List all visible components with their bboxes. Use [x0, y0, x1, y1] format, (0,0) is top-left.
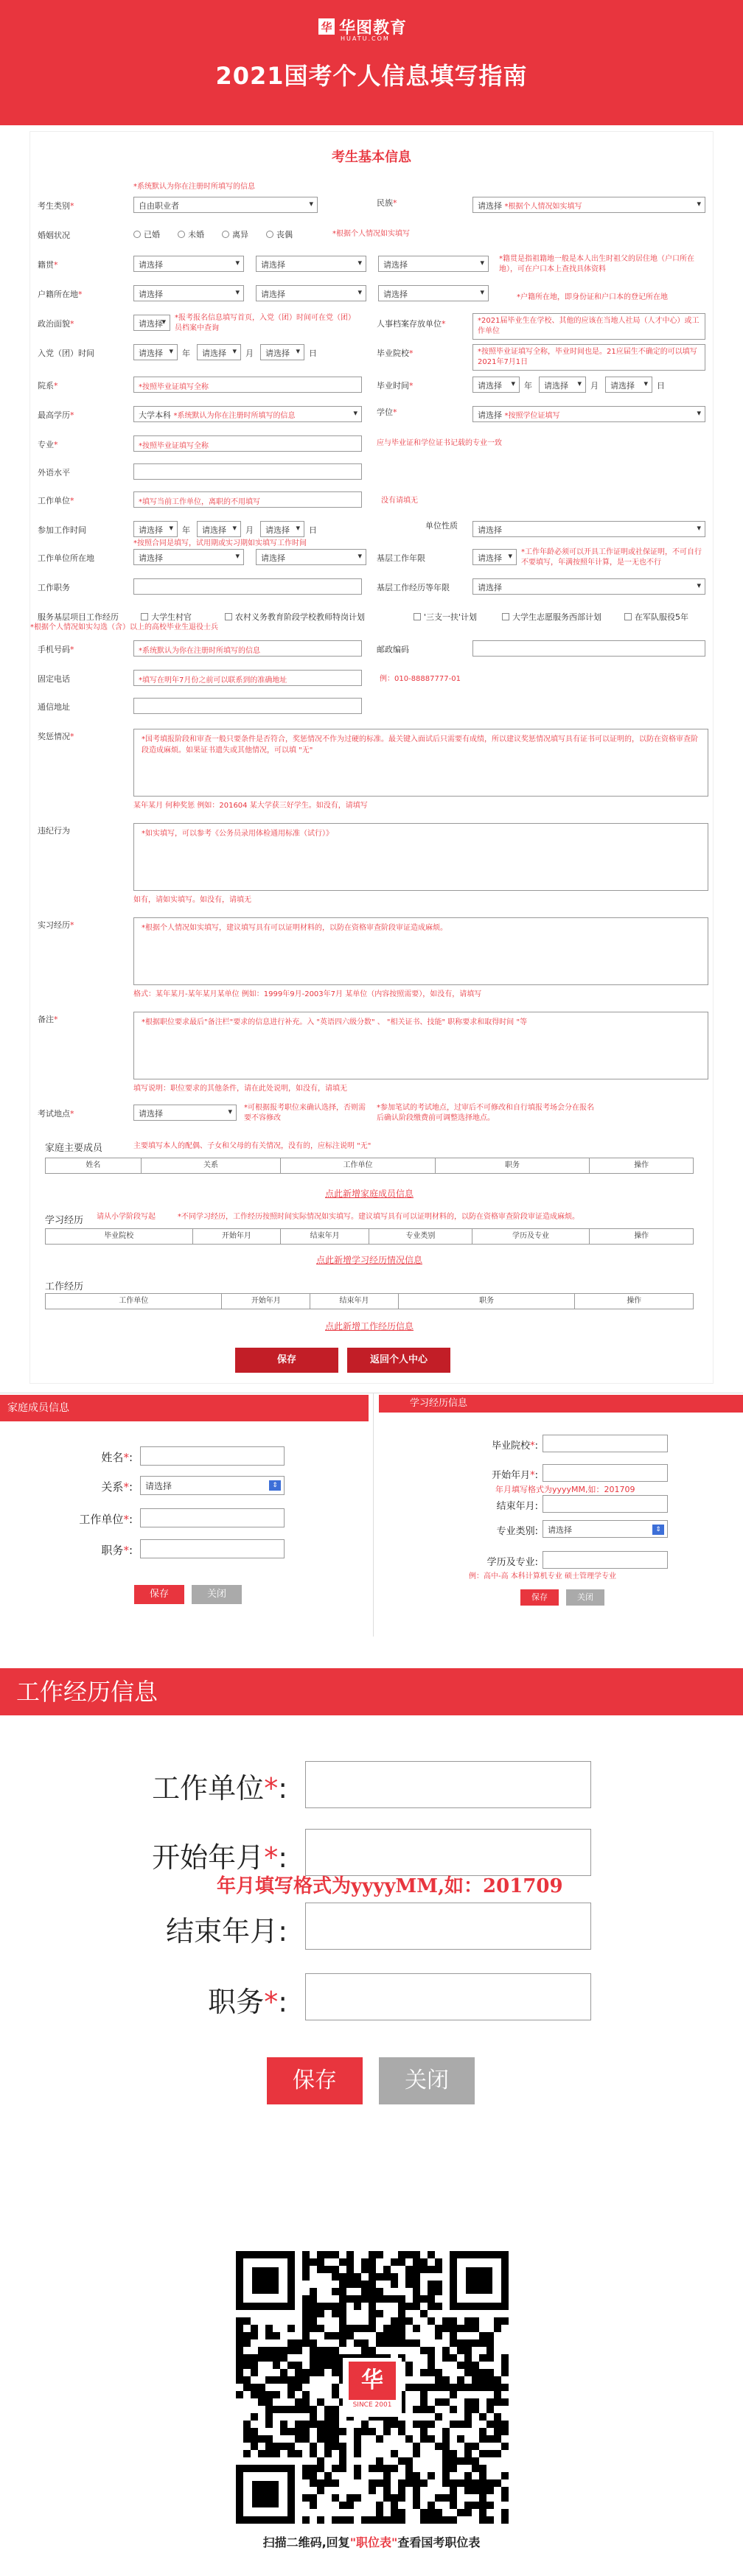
violations-textarea[interactable]: *如实填写，可以参考《公务员录用体检通用标准（试行）》	[133, 823, 708, 891]
start-format-note: 年月填写格式为yyyyMM,如：201709	[495, 1485, 635, 1494]
unit-month: 月	[245, 525, 254, 535]
select-value: 请选择	[548, 1525, 572, 1535]
political-select[interactable]: 请选择 ▾	[133, 315, 170, 331]
label-position: 工作职务	[38, 583, 70, 592]
school-input[interactable]	[543, 1435, 668, 1452]
ethnicity-select[interactable]	[472, 197, 705, 213]
add-study-link[interactable]: 点此新增学习经历情况信息	[315, 1255, 422, 1265]
grad-month-select[interactable]: 请选择 ▾	[539, 377, 586, 393]
work-month-select[interactable]: 请选择 ▾	[197, 521, 241, 537]
brand-logo	[318, 15, 425, 42]
label-text: 奖惩情况	[38, 732, 70, 741]
grad-year-select[interactable]: 请选择 ▾	[472, 377, 520, 393]
label-grassroots-years: 基层工作年限	[377, 553, 425, 563]
violations-note: 如有，请如实填写。如没有，请填无	[133, 896, 251, 904]
add-work-link[interactable]: 点此新增工作经历信息	[324, 1321, 414, 1331]
qr-caption-b: "职位表"	[349, 2535, 398, 2549]
label-text: 政治面貌	[38, 319, 70, 329]
work-year-select[interactable]: 请选择 ▾	[133, 521, 178, 537]
label-text: 民族	[377, 198, 393, 208]
label-postcode: 邮政编码	[377, 645, 409, 654]
label-remarks: 备注*	[38, 1015, 58, 1024]
label-unit: 工作单位*:	[79, 1513, 133, 1526]
education-note: *系统默认为你在注册时所填写的信息	[173, 412, 296, 420]
form-card	[29, 131, 714, 1384]
school-input[interactable]: *按照毕业证填写全称，毕业时间也是。21应届生不确定的可以填写2021年7月1日	[472, 344, 705, 371]
grassroots-note: *工作年龄必须可以开具工作证明或社保证明，不可自行不要填写，年满按照年计算，是一无也不行	[521, 548, 702, 567]
label-work-location: 工作单位所在地	[38, 553, 94, 563]
required-star: *	[264, 1772, 279, 1805]
checkbox-label: 在军队服役5年	[635, 612, 688, 622]
party-month-select[interactable]: 请选择 ▾	[197, 344, 241, 360]
check-village-official[interactable]	[141, 611, 192, 623]
work-close-button[interactable]: 关闭	[379, 2057, 475, 2104]
label-work: 工作经历	[45, 1281, 84, 1292]
label-text: 工作单位	[38, 496, 70, 505]
label-text: 人事档案存放单位	[377, 319, 442, 329]
study-note: 请从小学阶段写起	[97, 1213, 156, 1221]
label-archive: 人事档案存放单位*	[377, 319, 446, 329]
label-text: 考生类别	[38, 201, 70, 211]
name-input[interactable]	[140, 1446, 285, 1466]
back-to-center-button[interactable]: 返回个人中心	[347, 1348, 450, 1373]
label-text: 学历及专业	[486, 1557, 535, 1568]
party-year-select[interactable]: 请选择 ▾	[133, 344, 178, 360]
remarks-textarea[interactable]: *根据职位要求最后"备注栏"要求的信息进行补充。入 "英语四六级分数" 、 "相关证书、技能" 职称要求和取得时间 "等	[133, 1012, 708, 1079]
remarks-note: 填写说明：职位要求的其他条件，请在此处说明，如没有，请填无	[133, 1085, 347, 1093]
service-note: *根据个人情况如实勾选（含）以上的高校毕业生退役士兵	[30, 623, 218, 631]
label-text: 毕业时间	[377, 381, 409, 391]
label-department: 院系*	[38, 381, 58, 391]
end-input[interactable]	[543, 1495, 668, 1513]
work-start-input[interactable]	[305, 1829, 591, 1876]
unit-day: 日	[309, 525, 317, 535]
col-header: 工作单位	[46, 1294, 222, 1309]
logo-text: 华图教育	[339, 18, 408, 38]
label-name: 姓名*:	[101, 1451, 133, 1464]
radio-widowed[interactable]	[266, 228, 293, 240]
department-input[interactable]: *按照毕业证填写全称	[133, 377, 362, 393]
mobile-input[interactable]: *系统默认为你在注册时所填写的信息	[133, 640, 362, 657]
label-text: 专业	[38, 440, 54, 449]
household-city-select[interactable]: 请选择 ▾	[256, 285, 366, 301]
qr-logo-mark: 华	[361, 2367, 383, 2393]
study-table-header	[45, 1228, 694, 1245]
label-degree: 学位*	[377, 407, 397, 417]
unit-month: 月	[245, 349, 254, 358]
work-job-input[interactable]	[305, 1973, 591, 2020]
relation-select[interactable]	[140, 1476, 285, 1495]
divider	[373, 1393, 374, 1637]
family-popup-title: 家庭成员信息	[0, 1395, 369, 1421]
study-close-button[interactable]: 关闭	[566, 1589, 604, 1606]
employer-note: 没有请填无	[381, 497, 418, 505]
label-text: 工作单位	[79, 1513, 124, 1526]
label-grassroots-exp: 基层工作经历等年限	[377, 583, 450, 592]
landline-note: 例：010-88887777-01	[380, 675, 461, 683]
label-text: 院系	[38, 381, 54, 391]
label-text: 结束年月	[166, 1915, 279, 1947]
col-header: 开始年月	[222, 1294, 310, 1309]
select-arrow-icon: ⇕	[652, 1525, 664, 1535]
candidate-type-select[interactable]: 自由职业者 ▾	[133, 197, 318, 213]
unit-input[interactable]	[140, 1508, 285, 1527]
ethnicity-note: *根据个人情况如实填写	[504, 203, 582, 211]
label-awards: 奖惩情况*	[38, 732, 74, 741]
label-text: 手机号码	[38, 645, 70, 654]
unit-day: 日	[657, 381, 665, 391]
household-note: *户籍所在地，即身份证和户口本的登记所在地	[517, 293, 668, 301]
add-family-link[interactable]: 点此新增家庭成员信息	[324, 1189, 414, 1199]
degree-input[interactable]	[543, 1551, 668, 1569]
radio-label: 离异	[232, 230, 248, 239]
section-title: 考生基本信息	[332, 150, 411, 165]
qr-caption	[0, 2533, 743, 2550]
internship-note: 格式：某年某月-某年某月某单位 例如：1999年9月-2003年7月 某单位（内容按照需要），如没有，请填写	[133, 990, 482, 998]
top-note: *系统默认为你在注册时所填写的信息	[133, 183, 255, 191]
native-city-select[interactable]: 请选择 ▾	[256, 256, 366, 272]
label-service-project: 服务基层项目工作经历	[38, 612, 119, 622]
archive-input[interactable]: *2021届毕业生在学校、其他的应该在当地人社局（人才中心）或工作单位	[472, 313, 705, 340]
political-note: *报考报名信息填写首页，入党（团）时间可在党（团）员档案中查询	[175, 314, 355, 332]
unit-year: 年	[182, 525, 190, 535]
label-employer: 工作单位*	[38, 496, 74, 505]
label-work-start: 参加工作时间	[38, 525, 86, 535]
family-save-button[interactable]: 保存	[134, 1585, 184, 1604]
radio-divorced[interactable]	[222, 228, 248, 240]
position-input[interactable]	[133, 578, 362, 595]
household-province-select[interactable]: 请选择 ▾	[133, 285, 244, 301]
radio-label: 丧偶	[276, 230, 293, 239]
unit-nature-select[interactable]: 请选择 ▾	[472, 521, 705, 537]
language-input[interactable]	[133, 463, 362, 480]
grassroots-years-select[interactable]: 请选择 ▾	[472, 549, 517, 565]
label-text: 职务	[208, 1986, 265, 2018]
work-city-select[interactable]: 请选择 ▾	[256, 549, 366, 565]
family-close-button[interactable]: 关闭	[192, 1585, 242, 1604]
logo-subtext: HUATU.COM	[341, 35, 390, 42]
study-popup-title: 学习经历信息	[379, 1395, 743, 1413]
label-end: 结束年月:	[496, 1501, 538, 1512]
work-date-note: *按照合同是填写，试用期或实习期如实填写工作时间	[133, 539, 307, 547]
label-candidate-type: 考生类别*	[38, 201, 74, 211]
family-table-header	[45, 1158, 694, 1174]
radio-label: 已婚	[144, 230, 160, 239]
col-header: 职务	[399, 1294, 575, 1309]
qr-code	[236, 2251, 509, 2524]
label-major: 专业*	[38, 440, 58, 449]
label-start: 开始年月*:	[492, 1470, 538, 1481]
select-arrow-icon: ⇕	[269, 1480, 281, 1491]
label-native-place: 籍贯*	[38, 260, 58, 270]
exam-site-note-2: *参加笔试的考试地点，过审后不可修改和自行填报考场会分在报名后确认阶段缴费前可调整选择地点。	[377, 1104, 594, 1122]
hero-banner	[0, 0, 743, 125]
label-school: 毕业院校*	[377, 349, 414, 358]
label-text: 职务	[101, 1544, 124, 1557]
label-relation: 关系*:	[101, 1480, 133, 1494]
unit-year: 年	[524, 381, 532, 391]
popup-row	[0, 1393, 743, 1636]
label-marital: 婚姻状况	[38, 231, 70, 240]
label-household: 户籍所在地*	[38, 290, 83, 299]
col-header: 职务	[436, 1158, 590, 1173]
postcode-input[interactable]	[472, 640, 705, 657]
col-header: 学历及专业	[472, 1229, 590, 1244]
family-note: 主要填写本人的配偶、子女和父母的有关情况，没有的，应标注说明 "无"	[133, 1142, 372, 1150]
col-header: 专业类别	[369, 1229, 472, 1244]
awards-note: 某年某月 何种奖惩 例如：201604 某大学获三好学生。如没有，请填写	[133, 802, 368, 810]
work-unit-input[interactable]	[305, 1761, 591, 1808]
label-landline: 固定电话	[38, 674, 70, 684]
check-three-supports[interactable]	[414, 611, 477, 623]
label-ethnicity: 民族*	[377, 198, 397, 208]
page-title: 2021国考个人信息填写指南	[215, 62, 528, 90]
label-work-job: 职务*:	[208, 1986, 287, 2018]
exam-site-note: *可根据报考职位来确认选择，否则需要不容修改	[244, 1104, 366, 1122]
unit-month: 月	[590, 381, 599, 391]
qr-caption-a: 扫描二维码,回复	[262, 2535, 350, 2549]
address-input[interactable]	[133, 698, 362, 714]
label-family: 家庭主要成员	[45, 1143, 103, 1154]
label-address: 通信地址	[38, 702, 70, 712]
unit-year: 年	[182, 349, 190, 358]
required-star: *	[264, 1986, 279, 2018]
label-language: 外语水平	[38, 468, 70, 477]
select-value: 请选择	[145, 1481, 172, 1491]
work-format-note: 年月填写格式为yyyyMM,如：201709	[217, 1875, 563, 1897]
landline-input[interactable]: *填写在明年7月份之前可以联系到的准确地址	[133, 670, 362, 686]
col-header: 结束年月	[310, 1294, 399, 1309]
unit-day: 日	[309, 349, 317, 358]
label-text: 专业类别	[496, 1526, 535, 1537]
label-grad-date: 毕业时间*	[377, 381, 414, 391]
label-major: 专业类别:	[496, 1526, 538, 1537]
qr-since: SINCE 2001	[352, 2401, 392, 2409]
internship-textarea[interactable]: *根据个人情况如实填写，建议填写具有可以证明材料的，以防在资格审查阶段审证造成麻烦。	[133, 917, 708, 985]
check-teacher-plan[interactable]	[225, 611, 365, 623]
work-end-input[interactable]	[305, 1903, 591, 1950]
start-input[interactable]	[543, 1464, 668, 1482]
party-day-select[interactable]: 请选择 ▾	[260, 344, 304, 360]
col-header: 操作	[634, 1161, 649, 1169]
label-text: 毕业院校	[377, 349, 409, 358]
major-input[interactable]: *按照毕业证填写全称	[133, 435, 362, 452]
select-value: 请选择	[478, 410, 502, 420]
job-input[interactable]	[140, 1539, 285, 1558]
grassroots-exp-select[interactable]: 请选择 ▾	[472, 578, 705, 595]
major-select[interactable]	[543, 1520, 668, 1538]
label-work-unit: 工作单位*:	[152, 1772, 287, 1805]
label-text: 工作单位	[152, 1772, 265, 1805]
col-header: 结束年月	[281, 1229, 369, 1244]
label-text: 考试地点	[38, 1109, 70, 1119]
label-unit-nature: 单位性质	[425, 521, 458, 531]
degree-select[interactable]	[472, 406, 705, 422]
work-province-select[interactable]: 请选择 ▾	[133, 549, 244, 565]
education-select[interactable]	[133, 406, 362, 422]
native-place-note: *籍贯是指祖籍地一般是本人出生时祖父的居住地（户口所在地），可在户口本上查找具体资料	[499, 255, 694, 273]
degree-example-note: 例：高中-高 本科计算机专业 硕士管理学专业	[469, 1572, 616, 1581]
label-internship: 实习经历*	[38, 920, 74, 930]
work-day-select[interactable]: 请选择 ▾	[260, 521, 304, 537]
study-save-button[interactable]: 保存	[520, 1589, 559, 1606]
major-note: 应与毕业证和学位证书记载的专业一致	[377, 439, 502, 447]
label-text: 开始年月	[492, 1470, 531, 1481]
checkbox-label: 大学生村官	[151, 612, 192, 622]
degree-note: *按照学位证填写	[504, 412, 560, 420]
native-province-select[interactable]: 请选择 ▾	[133, 256, 244, 272]
col-header: 操作	[634, 1232, 649, 1240]
awards-textarea[interactable]: *国考填报阶段和审查一般只要条件是否符合，奖惩情况不作为过硬的标准。最关键入面试后只需要有成绩，所以建议奖惩情况填写具有证书可以证明的，以防在资格审查阶段造成麻烦。如果证书遗失或其他情况，可以填 "无"	[133, 729, 708, 797]
radio-label: 未婚	[188, 230, 204, 239]
check-western-volunteer[interactable]	[502, 611, 601, 623]
label-text: 姓名	[101, 1451, 124, 1464]
label-work-end: 结束年月:	[166, 1915, 287, 1947]
label-job: 职务*:	[101, 1544, 133, 1557]
col-header: 开始年月	[193, 1229, 282, 1244]
label-text: 备注	[38, 1015, 54, 1024]
label-text: 学位	[377, 407, 393, 417]
logo-icon: 华	[318, 18, 335, 35]
label-education: 最高学历*	[38, 410, 74, 420]
work-popup-title: 工作经历信息	[0, 1668, 743, 1715]
work-save-button[interactable]: 保存	[267, 2057, 363, 2104]
label-text: 开始年月	[152, 1841, 265, 1874]
exam-site-select[interactable]: 请选择 ▾	[133, 1105, 237, 1121]
radio-single[interactable]	[178, 228, 204, 240]
household-county-select[interactable]: 请选择 ▾	[378, 285, 489, 301]
work-popup	[0, 1668, 743, 2199]
label-political: 政治面貌*	[38, 319, 74, 329]
label-text: 户籍所在地	[38, 290, 78, 299]
checkbox-label: 大学生志愿服务西部计划	[512, 612, 601, 622]
qr-caption-c: 查看国考职位表	[397, 2535, 481, 2549]
marital-note: *根据个人情况如实填写	[332, 230, 410, 238]
checkbox-label: 农村义务教育阶段学校教师特岗计划	[235, 612, 365, 622]
label-text: 实习经历	[38, 920, 70, 930]
label-study: 学习经历	[45, 1215, 84, 1226]
select-value: 大学本科	[139, 410, 171, 420]
col-header: 姓名	[46, 1158, 142, 1173]
col-header: 工作单位	[281, 1158, 436, 1173]
radio-married[interactable]	[133, 228, 160, 240]
label-work-start: 开始年月*:	[152, 1841, 287, 1874]
col-header: 毕业院校	[46, 1229, 193, 1244]
checkbox-label: '三支一扶'计划	[424, 612, 478, 622]
label-violations: 违纪行为	[38, 826, 70, 836]
label-text: 结束年月	[496, 1501, 535, 1512]
select-value: 请选择	[478, 201, 502, 211]
label-text: 最高学历	[38, 410, 70, 420]
label-text: 毕业院校	[492, 1441, 531, 1452]
save-button[interactable]: 保存	[235, 1348, 338, 1373]
label-text: 籍贯	[38, 260, 54, 270]
check-military[interactable]	[624, 611, 688, 623]
label-exam-site: 考试地点*	[38, 1109, 74, 1119]
label-school: 毕业院校*:	[492, 1441, 538, 1452]
required-star: *	[264, 1841, 279, 1874]
label-degree: 学历及专业:	[486, 1557, 538, 1568]
employer-input[interactable]: *填写当前工作单位，离职的不用填写	[133, 491, 362, 508]
col-header: 关系	[142, 1158, 282, 1173]
label-mobile: 手机号码*	[38, 645, 74, 654]
label-party-date: 入党（团）时间	[38, 349, 94, 358]
study-note-2: *不同学习经历，工作经历按照时间实际情况如实填写。建议填写具有可以证明材料的，以防在资格审查阶段审证造成麻烦。	[178, 1213, 579, 1221]
work-table-header	[45, 1293, 694, 1309]
col-header: 操作	[627, 1297, 642, 1305]
native-county-select[interactable]: 请选择 ▾	[378, 256, 489, 272]
label-text: 关系	[101, 1480, 124, 1494]
grad-day-select[interactable]: 请选择 ▾	[605, 377, 652, 393]
